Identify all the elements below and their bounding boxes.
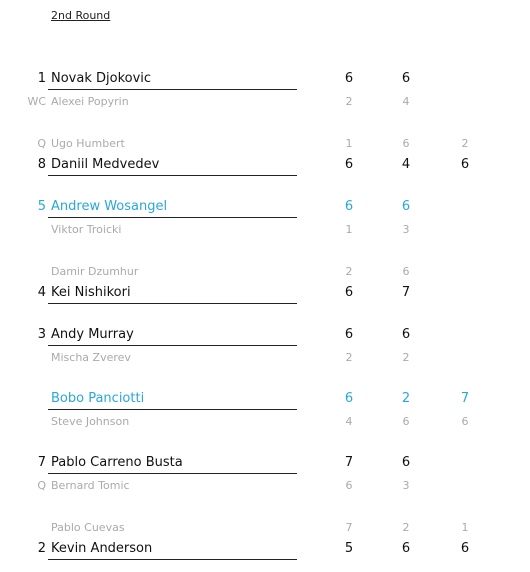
player-row — [0, 265, 530, 285]
player-row — [0, 157, 530, 177]
set-score: 2 — [345, 265, 353, 278]
player-seed: 1 — [37, 71, 46, 86]
set-score: 7 — [344, 455, 354, 470]
player-row — [0, 71, 530, 91]
set-score: 4 — [402, 95, 410, 108]
player-seed: WC — [27, 95, 46, 108]
set-score: 4 — [401, 157, 411, 172]
set-score: 7 — [401, 285, 411, 300]
set-score: 6 — [344, 199, 354, 214]
set-score: 2 — [402, 351, 410, 364]
set-score: 3 — [402, 479, 410, 492]
player-row — [0, 415, 530, 435]
player-name[interactable]: Andy Murray — [51, 327, 134, 342]
player-row — [0, 223, 530, 243]
player-name[interactable]: Alexei Popyrin — [51, 95, 129, 108]
player-row — [0, 541, 530, 561]
set-score: 1 — [345, 223, 353, 236]
player-seed: 3 — [37, 327, 46, 342]
set-score: 2 — [461, 137, 469, 150]
player-name[interactable]: Damir Dzumhur — [51, 265, 139, 278]
player-row — [0, 285, 530, 305]
player-seed: 7 — [37, 455, 46, 470]
set-score: 2 — [345, 351, 353, 364]
winner-divider — [48, 89, 297, 90]
player-name[interactable]: Bernard Tomic — [51, 479, 130, 492]
set-score: 6 — [345, 479, 353, 492]
player-row — [0, 351, 530, 371]
set-score: 6 — [344, 71, 354, 86]
player-seed: 8 — [37, 157, 46, 172]
set-score: 1 — [345, 137, 353, 150]
player-name[interactable]: Novak Djokovic — [51, 71, 152, 86]
set-score: 6 — [401, 199, 411, 214]
set-score: 6 — [461, 415, 469, 428]
player-row — [0, 521, 530, 541]
player-name[interactable]: Pablo Carreno Busta — [51, 455, 183, 470]
set-score: 6 — [402, 415, 410, 428]
set-score: 3 — [402, 223, 410, 236]
set-score: 6 — [401, 455, 411, 470]
set-score: 7 — [345, 521, 353, 534]
set-score: 6 — [402, 137, 410, 150]
set-score: 6 — [401, 327, 411, 342]
player-row — [0, 455, 530, 475]
player-row — [0, 327, 530, 347]
set-score: 2 — [402, 521, 410, 534]
player-seed: 5 — [37, 199, 46, 214]
set-score: 6 — [460, 157, 470, 172]
player-seed: 2 — [37, 541, 46, 556]
set-score: 7 — [460, 391, 470, 406]
player-seed: 4 — [37, 285, 46, 300]
player-name[interactable]: Bobo Panciotti — [51, 391, 145, 406]
player-row — [0, 95, 530, 115]
player-name[interactable]: Viktor Troicki — [51, 223, 122, 236]
winner-divider — [48, 409, 297, 410]
player-name[interactable]: Mischa Zverev — [51, 351, 131, 364]
set-score: 6 — [402, 265, 410, 278]
player-row — [0, 391, 530, 411]
set-score: 6 — [344, 157, 354, 172]
set-score: 1 — [461, 521, 469, 534]
player-row — [0, 137, 530, 157]
player-name[interactable]: Kevin Anderson — [51, 541, 153, 556]
player-name[interactable]: Pablo Cuevas — [51, 521, 125, 534]
set-score: 6 — [344, 391, 354, 406]
set-score: 6 — [344, 285, 354, 300]
player-row — [0, 199, 530, 219]
winner-divider — [48, 559, 297, 560]
set-score: 4 — [345, 415, 353, 428]
set-score: 6 — [460, 541, 470, 556]
set-score: 6 — [401, 71, 411, 86]
winner-divider — [48, 303, 297, 304]
player-seed: Q — [37, 479, 46, 492]
player-name[interactable]: Steve Johnson — [51, 415, 130, 428]
set-score: 5 — [344, 541, 354, 556]
winner-divider — [48, 473, 297, 474]
player-name[interactable]: Ugo Humbert — [51, 137, 125, 150]
player-name[interactable]: Daniil Medvedev — [51, 157, 160, 172]
player-name[interactable]: Andrew Wosangel — [51, 199, 168, 214]
player-name[interactable]: Kei Nishikori — [51, 285, 131, 300]
player-row — [0, 479, 530, 499]
round-title[interactable]: 2nd Round — [51, 9, 111, 22]
set-score: 2 — [345, 95, 353, 108]
set-score: 6 — [344, 327, 354, 342]
player-seed: Q — [37, 137, 46, 150]
winner-divider — [48, 175, 297, 176]
winner-divider — [48, 217, 297, 218]
winner-divider — [48, 345, 297, 346]
set-score: 6 — [401, 541, 411, 556]
set-score: 2 — [401, 391, 411, 406]
